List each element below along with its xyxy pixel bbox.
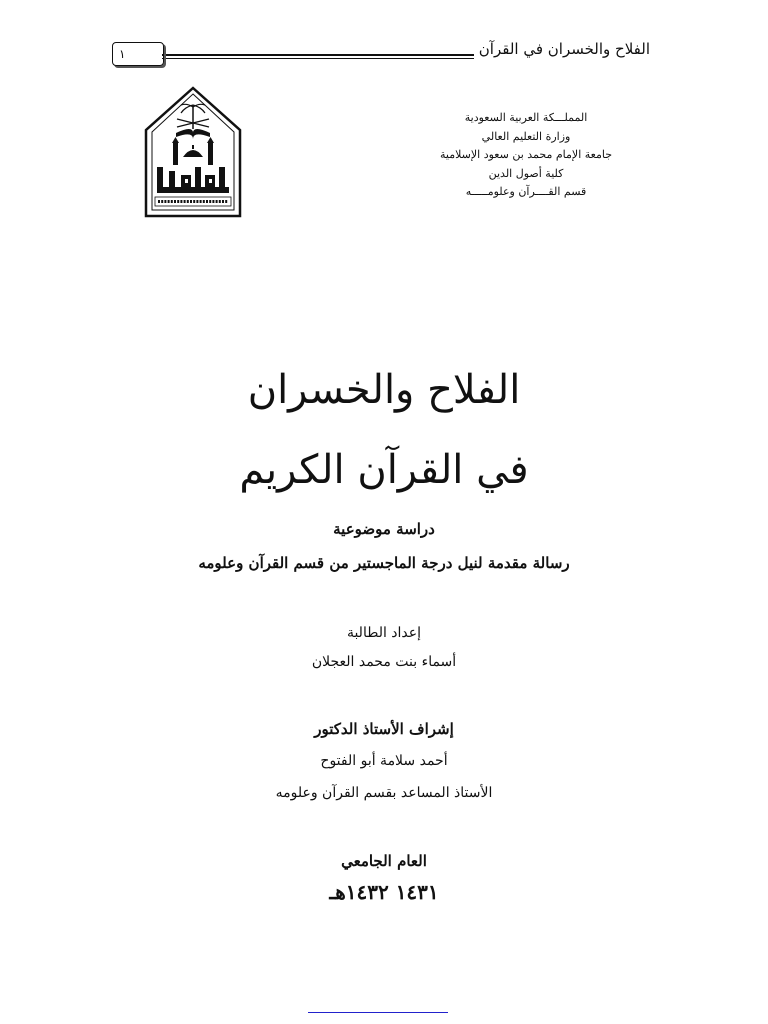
thesis-title-line-2: في القرآن الكريم: [239, 447, 529, 493]
college-line: كلية أصول الدين: [488, 166, 564, 180]
supervisor-role: الأستاذ المساعد بقسم القرآن وعلومه: [275, 785, 493, 801]
supervisor-label: إشراف الأستاذ الدكتور: [314, 720, 454, 738]
university-line: جامعة الإمام محمد بن سعود الإسلامية: [440, 148, 612, 161]
university-emblem-icon: [143, 85, 243, 219]
academic-year-value: ١٤٣١ ١٤٣٢هـ: [329, 880, 439, 904]
thesis-purpose: رسالة مقدمة لنيل درجة الماجستير من قسم القرآن وعلومه: [198, 554, 570, 572]
country-line: المملـــكة العربية السعودية: [464, 111, 588, 124]
ministry-line: وزارة التعليم العالي: [481, 129, 571, 143]
academic-year-label: العام الجامعي: [341, 852, 427, 870]
page-number: ١: [119, 47, 126, 61]
footer-rule: [308, 1012, 448, 1013]
department-line: قسم القــــرآن وعلومـــــه: [465, 185, 587, 198]
institution-block: [396, 109, 656, 202]
header-rule: [162, 54, 474, 59]
page-number-box: [112, 42, 164, 66]
thesis-subtitle: دراسة موضوعية: [333, 520, 435, 538]
supervisor-name: أحمد سلامة أبو الفتوح: [320, 753, 448, 769]
prepared-by-label: إعداد الطالبة: [346, 625, 422, 641]
running-header-title: الفلاح والخسران في القرآن: [478, 40, 650, 58]
thesis-title-line-1: الفلاح والخسران: [247, 367, 521, 413]
student-name: أسماء بنت محمد العجلان: [311, 654, 457, 670]
